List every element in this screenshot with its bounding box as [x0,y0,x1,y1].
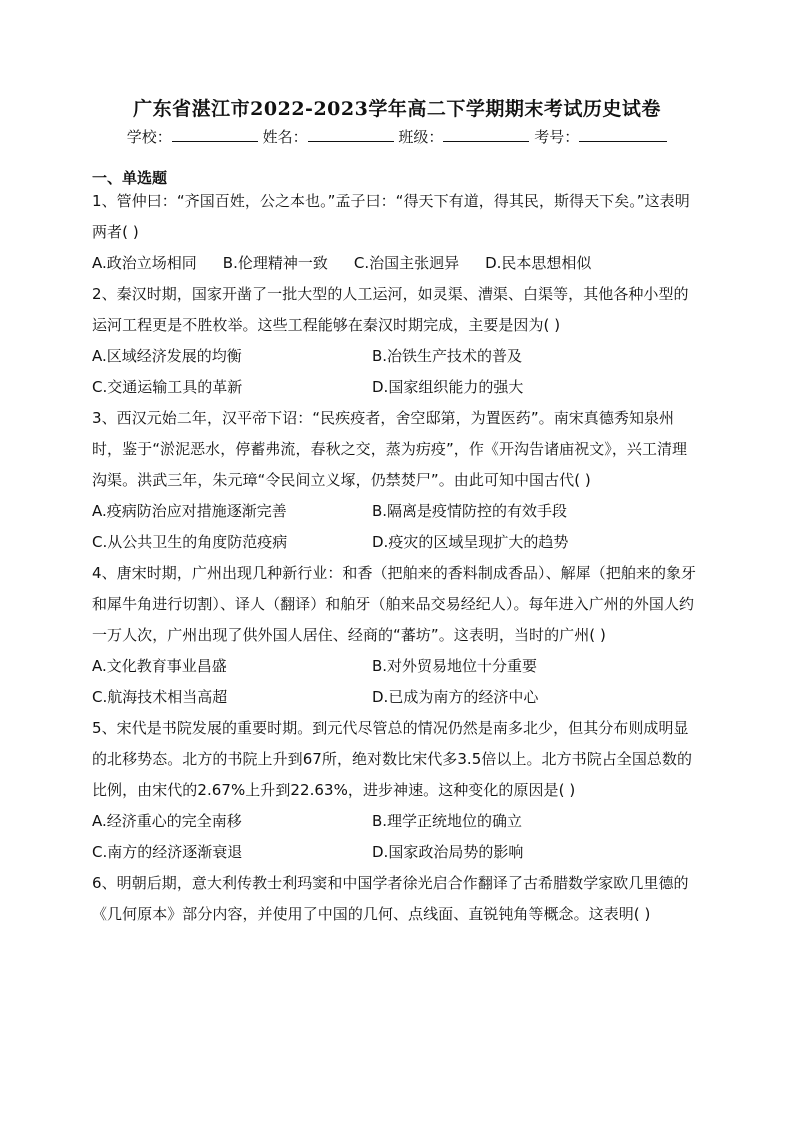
option-a[interactable]: A.疫病防治应对措施逐渐完善 [92,502,287,520]
option-a[interactable]: A.文化教育事业昌盛 [92,657,227,675]
option-c[interactable]: C.从公共卫生的角度防范疫病 [92,533,288,551]
option-row [92,341,698,372]
option-b[interactable]: B.伦理精神一致 [222,254,328,272]
question-list [92,186,698,930]
option-c[interactable]: C.治国主张迥异 [353,254,460,272]
question-5 [92,713,698,868]
question-stem: 1、管仲曰：“齐国百姓，公之本也。”孟子曰：“得天下有道，得其民，斯得天下矣。”这表明两者( ) [92,192,690,241]
question-stem: 3、西汉元始二年，汉平帝下诏：“民疾疫者，舍空邸第，为置医药”。南宋真德秀知泉州时，鉴于“淤泥恶水，停蓄弗流，春秋之交，蒸为疠疫”，作《开沟告诸庙祝文》，兴工清理沟渠。洪武三年，朱元璋“令民间立义塚，仍禁焚尸”。由此可知中国古代( ) [92,409,688,489]
question-stem: 5、宋代是书院发展的重要时期。到元代尽管总的情况仍然是南多北少，但其分布则成明显的北移势态。北方的书院上升到67所，绝对数比宋代多3.5倍以上。北方书院占全国总数的比例，由宋代的2.67%上升到22.63%，进步神速。这种变化的原因是( ) [92,719,693,799]
question-1 [92,186,698,279]
option-b[interactable]: B.对外贸易地位十分重要 [372,657,538,675]
option-row [92,372,698,403]
class-label: 班级： [398,128,444,146]
option-row [92,682,698,713]
option-c[interactable]: C.航海技术相当高超 [92,688,228,706]
question-stem: 4、唐宋时期，广州出现几种新行业：和香（把舶来的香料制成香品）、解犀（把舶来的象牙和犀牛角进行切割）、译人（翻译）和舶牙（舶来品交易经纪人）。每年进入广州的外国人约一万人次，广州出现了供外国人居住、经商的“蕃坊”。这表明，当时的广州( ) [92,564,697,644]
student-info-line [0,126,794,147]
option-b[interactable]: B.冶铁生产技术的普及 [372,347,523,365]
school-label: 学校： [126,128,172,146]
question-4 [92,558,698,713]
option-a[interactable]: A.政治立场相同 [92,254,197,272]
question-6 [92,868,698,930]
option-b[interactable]: B.隔离是疫情防控的有效手段 [372,502,568,520]
option-a[interactable]: A.区域经济发展的均衡 [92,347,242,365]
option-c[interactable]: C.南方的经济逐渐衰退 [92,843,243,861]
option-row [92,806,698,837]
question-2 [92,279,698,403]
class-blank[interactable] [443,127,529,142]
option-b[interactable]: B.理学正统地位的确立 [372,812,523,830]
number-blank[interactable] [579,127,667,142]
option-row [92,527,698,558]
option-d[interactable]: D.疫灾的区域呈现扩大的趋势 [372,533,569,551]
name-blank[interactable] [308,127,394,142]
section-heading: 一、单选题 [92,169,168,187]
option-d[interactable]: D.民本思想相似 [485,254,592,272]
name-label: 姓名： [262,128,308,146]
option-row [92,651,698,682]
question-stem: 2、秦汉时期，国家开凿了一批大型的人工运河，如灵渠、漕渠、白渠等，其他各种小型的运河工程更是不胜枚举。这些工程能够在秦汉时期完成，主要是因为( ) [92,285,689,334]
number-label: 考号： [534,128,580,146]
question-3 [92,403,698,558]
question-stem: 6、明朝后期，意大利传教士利玛窦和中国学者徐光启合作翻译了古希腊数学家欧几里德的《几何原本》部分内容，并使用了中国的几何、点线面、直锐钝角等概念。这表明( ) [92,874,689,923]
option-d[interactable]: D.国家组织能力的强大 [372,378,524,396]
option-row [92,496,698,527]
option-a[interactable]: A.经济重心的完全南移 [92,812,242,830]
school-blank[interactable] [172,127,258,142]
option-d[interactable]: D.国家政治局势的影响 [372,843,524,861]
option-row [92,837,698,868]
page-title: 广东省湛江市2022-2023学年高二下学期期末考试历史试卷 [133,98,661,120]
option-row [92,248,698,279]
option-d[interactable]: D.已成为南方的经济中心 [372,688,539,706]
option-c[interactable]: C.交通运输工具的革新 [92,378,243,396]
